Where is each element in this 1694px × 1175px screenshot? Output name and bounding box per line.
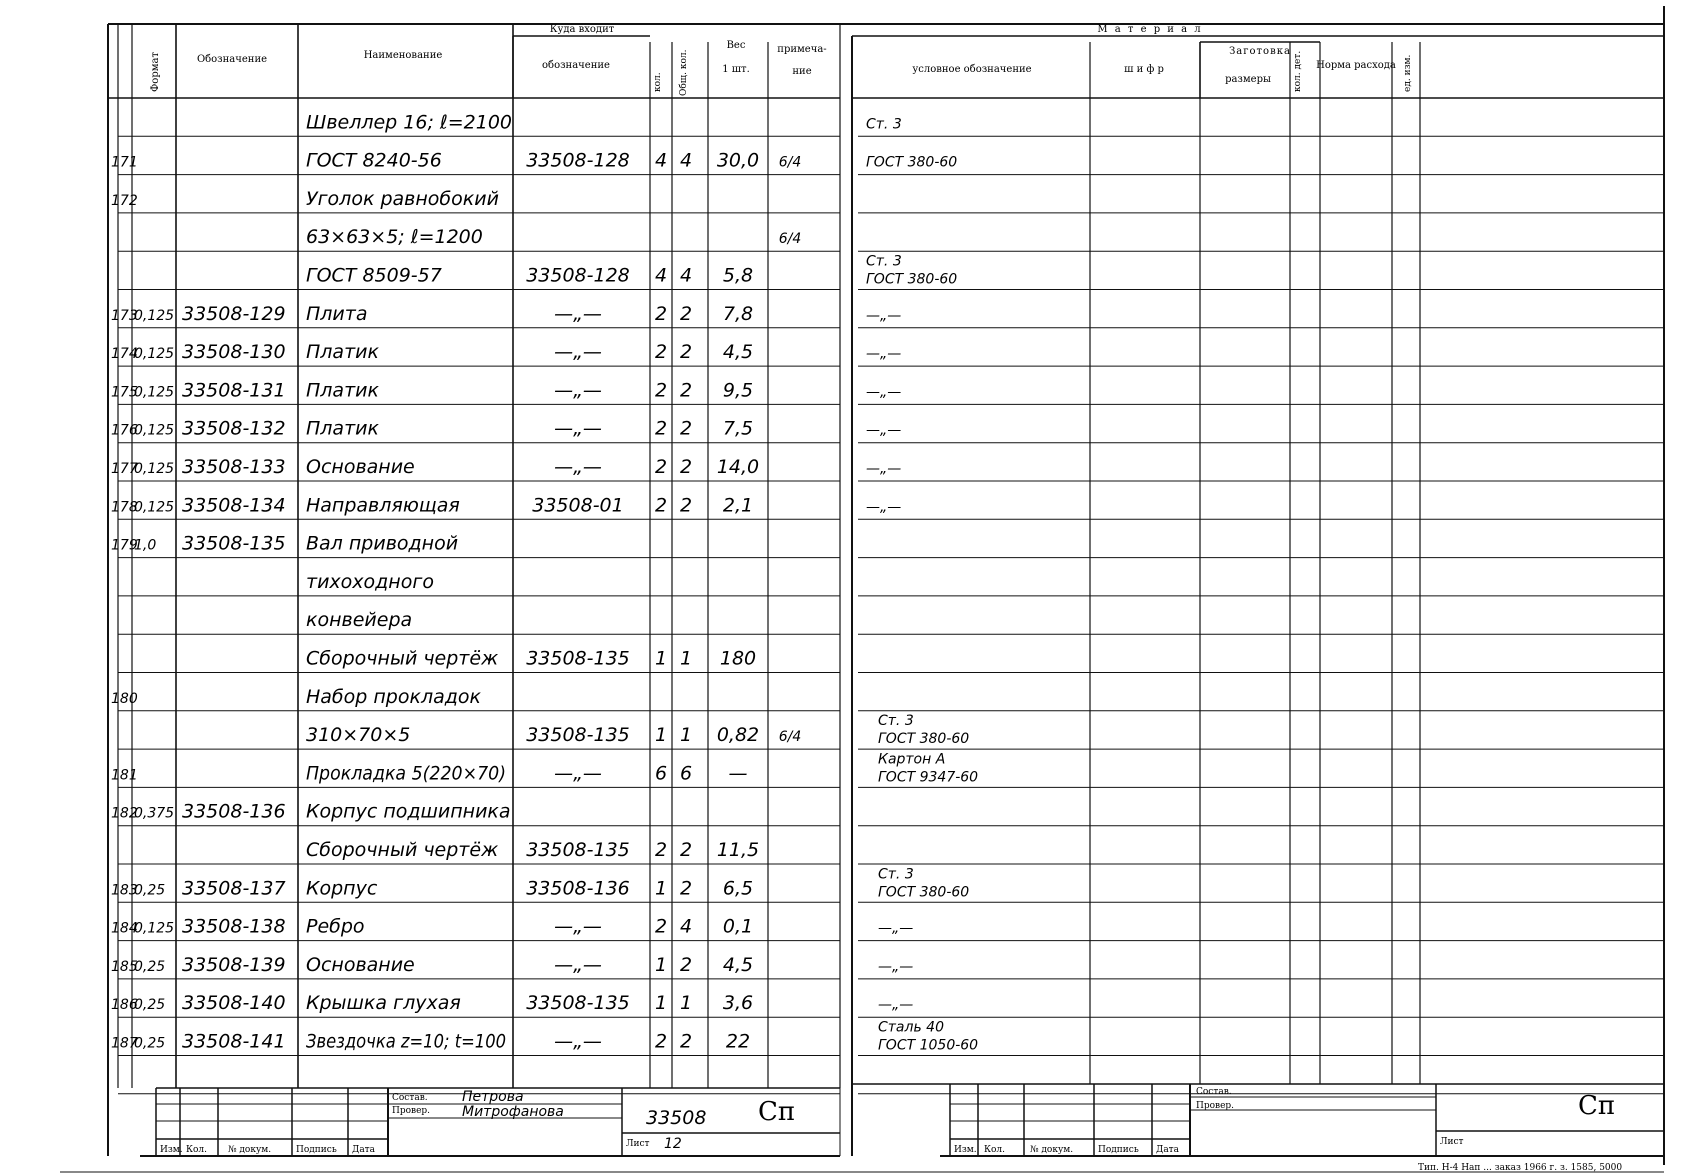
cell-name: Корпус (306, 877, 378, 900)
col-label-docnum-right: № докум. (1030, 1145, 1074, 1155)
header-designation: Обозначение (196, 54, 268, 65)
cell-tot: 1 (679, 992, 693, 1015)
cell-wt: 14,0 (716, 456, 760, 478)
cell-fmt: 0,125 (134, 307, 175, 324)
cell-fmt: 0,125 (134, 499, 175, 516)
cell-where: —„— (554, 762, 602, 785)
cell-name: Вал приводной (306, 532, 459, 555)
cell-wt: 2,1 (722, 494, 754, 517)
left-table-rows (111, 111, 801, 1052)
material-designation: ГОСТ 380-60 (866, 271, 958, 288)
header-material: М а т е р и а л (1097, 24, 1203, 35)
cell-tot: 4 (679, 915, 693, 938)
cell-pos: 187 (111, 1035, 138, 1052)
cell-pos: 184 (111, 920, 138, 937)
print-footer: Тип. Н-4 Нап ... заказ 1966 г. з. 1585, 5000 (1418, 1163, 1623, 1173)
material-designation: —„— (866, 384, 902, 401)
material-designation: ГОСТ 380-60 (878, 731, 970, 748)
col-label-qty-left: Кол. (186, 1145, 207, 1155)
cell-wt: 6,5 (722, 877, 754, 900)
cell-tot: 2 (679, 302, 693, 325)
cell-des: 33508-141 (182, 1030, 286, 1053)
cell-name: Платик (306, 341, 379, 364)
cell-name: Направляющая (306, 494, 460, 517)
col-label-date-right: Дата (1156, 1145, 1180, 1155)
cell-where: —„— (554, 417, 602, 440)
header-where-used: Куда входит (549, 24, 615, 35)
cell-qty: 1 (654, 953, 668, 976)
cell-des: 33508-135 (182, 532, 286, 555)
checked-signature-left: Митрофанова (462, 1104, 564, 1120)
header-name: Наименование (363, 50, 443, 61)
cell-name: Швеллер 16; ℓ=2100 (306, 111, 513, 134)
material-designation: —„— (878, 997, 914, 1014)
cell-des: 33508-133 (182, 456, 286, 478)
header-note-top: примеча- (777, 44, 827, 55)
header-material-code: ш и ф р (1124, 64, 1164, 75)
cell-qty: 1 (654, 877, 668, 900)
right-table-rows (866, 116, 978, 1053)
cell-tot: 2 (679, 494, 693, 517)
cell-des: 33508-130 (182, 341, 286, 364)
cell-tot: 1 (679, 647, 693, 670)
cell-wt: 180 (719, 647, 757, 670)
cell-name: тихоходного (306, 570, 434, 593)
cell-fmt: 0,125 (134, 384, 175, 401)
material-designation: —„— (866, 307, 902, 324)
material-designation: Ст. 3 (866, 253, 902, 270)
cell-tot: 2 (679, 877, 693, 900)
cell-where: —„— (554, 1030, 602, 1053)
cell-pos: 172 (111, 192, 138, 209)
material-designation: —„— (866, 461, 902, 477)
material-designation: Сталь 40 (878, 1019, 944, 1036)
cell-note: 6/4 (778, 729, 802, 746)
cell-fmt: 0,125 (134, 346, 175, 363)
cell-where: 33508-135 (526, 724, 630, 747)
cell-pos: 176 (111, 422, 138, 439)
col-label-qty-right: Кол. (984, 1145, 1005, 1155)
compiled-label-left: Состав. (392, 1093, 428, 1103)
cell-pos: 182 (111, 805, 138, 822)
cell-tot: 2 (679, 1030, 693, 1053)
header-norm: Норма расхода (1316, 60, 1396, 71)
cell-name: 63×63×5; ℓ=1200 (306, 226, 483, 249)
material-designation: —„— (866, 346, 902, 363)
cell-tot: 2 (679, 341, 693, 364)
sheet-number: 12 (664, 1136, 682, 1152)
col-label-docnum-left: № докум. (228, 1145, 272, 1155)
cell-tot: 2 (679, 839, 693, 861)
cell-pos: 171 (111, 154, 138, 171)
cell-qty: 2 (654, 341, 668, 364)
cell-des: 33508-131 (182, 379, 286, 402)
cell-where: 33508-128 (526, 264, 630, 287)
cell-name: Набор прокладок (306, 685, 481, 708)
cell-fmt: 0,25 (134, 882, 166, 899)
cell-tot: 2 (679, 456, 693, 478)
cell-tot: 2 (679, 953, 693, 976)
cell-name: Ребро (306, 915, 365, 938)
cell-where: —„— (554, 302, 602, 325)
cell-tot: 4 (679, 149, 693, 172)
cell-fmt: 0,125 (134, 422, 175, 439)
cell-wt: 7,5 (722, 417, 754, 440)
cell-name: Сборочный чертёж (306, 647, 499, 670)
cell-des: 33508-138 (182, 915, 286, 938)
material-designation: Ст. 3 (878, 713, 914, 730)
cell-wt: 0,1 (722, 915, 754, 938)
cell-wt: — (728, 762, 748, 785)
cell-qty: 2 (654, 302, 668, 325)
cell-name: ГОСТ 8509-57 (306, 264, 442, 287)
checked-label-right: Провер. (1196, 1101, 1235, 1111)
header-blank: Заготовка (1229, 46, 1291, 57)
sheet-label-left: Лист (626, 1139, 650, 1149)
cell-name: конвейера (306, 609, 413, 632)
cell-name: Прокладка 5(220×70) (306, 762, 506, 785)
material-designation: Ст. 3 (866, 116, 902, 133)
cell-pos: 180 (111, 690, 138, 707)
header-weight-bottom: 1 шт. (722, 64, 750, 75)
cell-qty: 2 (654, 915, 668, 938)
header-sizes: размеры (1225, 74, 1271, 85)
cell-where: 33508-135 (526, 839, 630, 861)
document-code-left: Сп (758, 1097, 796, 1127)
header-qty: кол. (653, 72, 663, 92)
header-note-bottom: ние (792, 66, 812, 77)
cell-name: Звездочка z=10; t=100 (306, 1030, 506, 1053)
cell-pos: 185 (111, 958, 138, 975)
cell-pos: 174 (111, 346, 138, 363)
cell-name: Платик (306, 379, 379, 402)
cell-des: 33508-139 (182, 953, 286, 976)
header-qty-parts: кол. дет. (1293, 50, 1303, 92)
cell-tot: 1 (679, 724, 693, 747)
col-label-date-left: Дата (352, 1145, 376, 1155)
cell-where: —„— (554, 341, 602, 364)
cell-name: Плита (306, 302, 368, 325)
cell-wt: 7,8 (722, 302, 754, 325)
cell-where: —„— (554, 915, 602, 938)
cell-qty: 4 (654, 149, 668, 172)
cell-name: ГОСТ 8240-56 (306, 149, 442, 172)
cell-where: 33508-01 (532, 494, 624, 517)
cell-wt: 30,0 (716, 149, 760, 172)
cell-where: —„— (554, 456, 602, 478)
sheet-label-right: Лист (1440, 1137, 1464, 1147)
col-label-sign-right: Подпись (1098, 1145, 1139, 1155)
cell-qty: 1 (654, 724, 668, 747)
material-designation: —„— (878, 958, 914, 975)
cell-name: Основание (306, 953, 415, 976)
header-total-qty: Общ. кол. (679, 49, 689, 96)
checked-label-left: Провер. (392, 1106, 431, 1116)
header-format: Формат (150, 52, 161, 92)
cell-where: 33508-136 (526, 877, 630, 900)
cell-pos: 183 (111, 882, 138, 899)
right-table-header-text (912, 24, 1413, 92)
header-material-designation: условное обозначение (912, 64, 1032, 75)
material-designation: ГОСТ 9347-60 (878, 769, 979, 786)
cell-name: Сборочный чертёж (306, 839, 499, 861)
document-number: 33508 (646, 1107, 707, 1129)
cell-wt: 4,5 (722, 341, 754, 364)
cell-name: 310×70×5 (306, 724, 411, 747)
header-unit: ед. изм. (1403, 54, 1413, 92)
cell-wt: 11,5 (716, 839, 760, 861)
cell-fmt: 0,125 (134, 920, 175, 937)
sheet-frame (60, 6, 1664, 1172)
left-table-header-text (150, 24, 827, 96)
cell-where: 33508-135 (526, 992, 630, 1015)
cell-qty: 2 (654, 417, 668, 440)
cell-fmt: 0,25 (134, 1035, 166, 1052)
cell-wt: 9,5 (722, 379, 754, 402)
cell-tot: 2 (679, 379, 693, 402)
cell-wt: 22 (725, 1030, 751, 1053)
cell-des: 33508-140 (182, 992, 286, 1015)
material-designation: Ст. 3 (878, 866, 914, 883)
cell-note: 6/4 (778, 154, 802, 171)
col-label-sign-left: Подпись (296, 1145, 337, 1155)
header-where-designation: обозначение (542, 60, 610, 71)
material-designation: ГОСТ 380-60 (878, 884, 970, 901)
cell-qty: 2 (654, 494, 668, 517)
document-code-right: Сп (1578, 1091, 1616, 1121)
cell-wt: 0,82 (716, 724, 760, 747)
cell-pos: 178 (111, 499, 138, 516)
cell-fmt: 1,0 (134, 537, 157, 554)
cell-tot: 6 (679, 762, 693, 785)
cell-wt: 3,6 (722, 992, 754, 1015)
material-designation: —„— (866, 499, 902, 516)
cell-pos: 177 (111, 461, 138, 477)
cell-qty: 1 (654, 647, 668, 670)
compiled-label-right: Состав. (1196, 1087, 1232, 1097)
material-designation: ГОСТ 380-60 (866, 154, 958, 171)
cell-qty: 2 (654, 456, 668, 478)
cell-name: Уголок равнобокий (306, 187, 499, 210)
cell-pos: 181 (111, 767, 138, 784)
cell-des: 33508-134 (182, 494, 286, 517)
material-designation: —„— (866, 422, 902, 439)
compiled-signature-left: Петрова (462, 1089, 524, 1105)
cell-pos: 173 (111, 307, 138, 324)
cell-wt: 4,5 (722, 953, 754, 976)
title-block-left (140, 1088, 840, 1156)
cell-qty: 4 (654, 264, 668, 287)
cell-fmt: 0,375 (134, 805, 175, 822)
cell-fmt: 0,25 (134, 997, 166, 1014)
cell-name: Крышка глухая (306, 992, 461, 1015)
cell-name: Основание (306, 456, 415, 478)
cell-where: —„— (554, 953, 602, 976)
cell-wt: 5,8 (722, 264, 754, 287)
cell-name: Платик (306, 417, 379, 440)
material-designation: ГОСТ 1050-60 (878, 1037, 979, 1054)
cell-des: 33508-129 (182, 302, 286, 325)
cell-des: 33508-136 (182, 800, 286, 823)
cell-name: Корпус подшипника (306, 800, 511, 823)
cell-pos: 179 (111, 537, 138, 554)
cell-fmt: 0,125 (134, 461, 175, 477)
col-label-rev-right: Изм. (954, 1145, 977, 1155)
cell-qty: 1 (654, 992, 668, 1015)
cell-des: 33508-132 (182, 417, 286, 440)
cell-where: 33508-135 (526, 647, 630, 670)
cell-qty: 2 (654, 839, 668, 861)
material-designation: —„— (878, 920, 914, 937)
material-designation: Картон А (878, 751, 946, 768)
cell-pos: 186 (111, 997, 138, 1014)
cell-fmt: 0,25 (134, 958, 166, 975)
cell-where: —„— (554, 379, 602, 402)
cell-qty: 2 (654, 1030, 668, 1053)
cell-tot: 4 (679, 264, 693, 287)
cell-qty: 2 (654, 379, 668, 402)
title-block-right (852, 1084, 1664, 1156)
right-table-grid (858, 42, 1664, 1094)
cell-tot: 2 (679, 417, 693, 440)
cell-des: 33508-137 (182, 877, 286, 900)
cell-where: 33508-128 (526, 149, 630, 172)
cell-pos: 175 (111, 384, 138, 401)
header-weight-top: Вес (726, 40, 746, 51)
col-label-rev-left: Изм. (160, 1145, 183, 1155)
cell-note: 6/4 (778, 231, 802, 248)
cell-qty: 6 (654, 762, 668, 785)
